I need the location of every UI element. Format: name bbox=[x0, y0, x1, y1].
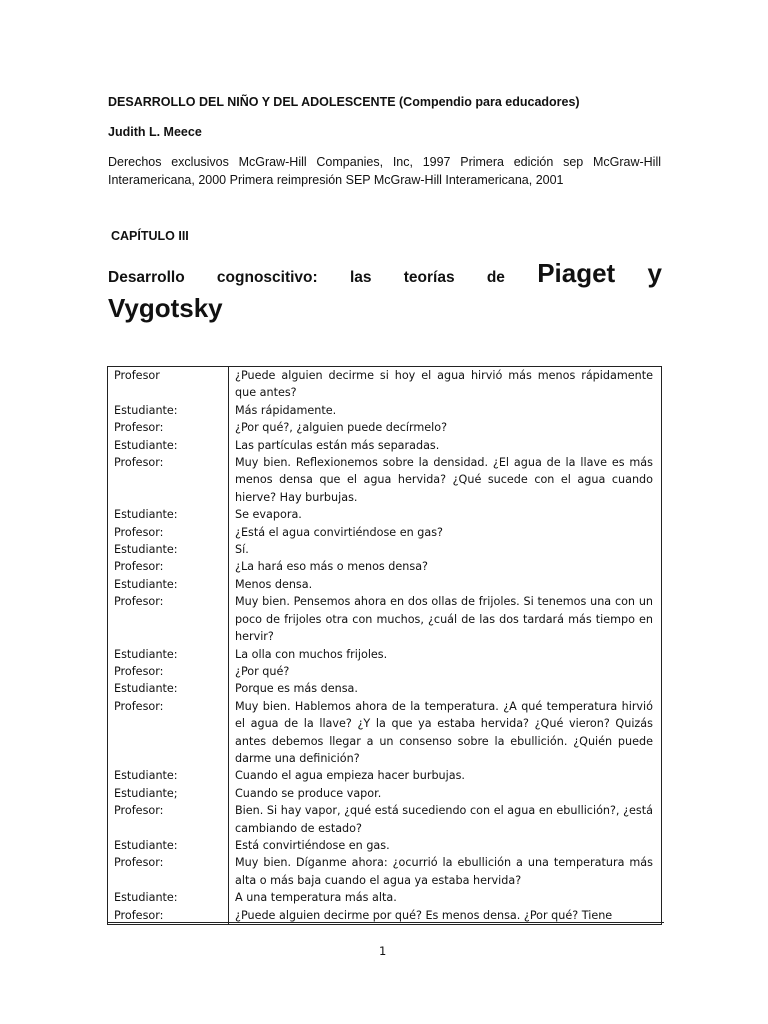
title-word: cognoscitivo: bbox=[216, 269, 318, 286]
dialogue-row bbox=[108, 785, 662, 802]
utterance-cell: ¿Puede alguien decirme por qué? Es menos densa. ¿Por qué? Tiene bbox=[235, 908, 613, 922]
title-word-y: y bbox=[647, 258, 662, 288]
title-word-vygotsky: Vygotsky bbox=[108, 293, 223, 323]
speaker-cell: Profesor: bbox=[108, 907, 229, 925]
page-number: 1 bbox=[379, 944, 387, 958]
speaker-cell: Estudiante: bbox=[108, 767, 229, 784]
speaker-cell: Profesor: bbox=[108, 524, 229, 541]
speaker-cell: Profesor: bbox=[108, 593, 229, 645]
dialogue-row bbox=[108, 437, 662, 454]
speaker-cell: Estudiante: bbox=[108, 402, 229, 419]
dialogue-row bbox=[108, 837, 662, 854]
title-word: de bbox=[486, 269, 505, 286]
speaker-cell: Estudiante; bbox=[108, 785, 229, 802]
utterance-cell: Está convirtiéndose en gas. bbox=[235, 838, 390, 852]
dialogue-row bbox=[108, 680, 662, 697]
utterance-cell: ¿Puede alguien decirme si hoy el agua hirvió más menos rápidamente que antes? bbox=[235, 369, 653, 400]
dialogue-row bbox=[108, 646, 662, 663]
dialogue-row bbox=[108, 402, 662, 419]
dialogue-body bbox=[108, 367, 662, 925]
dialogue-row bbox=[108, 576, 662, 593]
utterance-cell: ¿Por qué?, ¿alguien puede decírmelo? bbox=[235, 421, 448, 435]
chapter-label: CAPÍTULO III bbox=[111, 229, 189, 243]
utterance-cell: Muy bien. Díganme ahora: ¿ocurrió la ebullición a una temperatura más alta o más baja cuando el agua ya estaba hervida? bbox=[235, 856, 653, 887]
utterance-cell: Muy bien. Reflexionemos sobre la densidad. ¿El agua de la llave es más menos densa que el agua hervida? ¿Qué sucede con el agua cuando hierve? Hay burbujas. bbox=[235, 456, 653, 504]
book-title: DESARROLLO DEL NIÑO Y DEL ADOLESCENTE (Compendio para educadores) bbox=[108, 95, 580, 109]
utterance-cell: Sí. bbox=[235, 543, 249, 557]
speaker-cell: Profesor: bbox=[108, 698, 229, 768]
speaker-cell: Estudiante: bbox=[108, 680, 229, 697]
dialogue-row bbox=[108, 854, 662, 889]
speaker-cell: Estudiante: bbox=[108, 541, 229, 558]
utterance-cell: Las partículas están más separadas. bbox=[235, 438, 440, 452]
dialogue-row bbox=[108, 767, 662, 784]
speaker-cell: Profesor: bbox=[108, 854, 229, 889]
speaker-cell: Estudiante: bbox=[108, 837, 229, 854]
speaker-cell: Estudiante: bbox=[108, 576, 229, 593]
speaker-cell: Profesor bbox=[108, 367, 229, 402]
title-word: las bbox=[349, 269, 372, 286]
dialogue-row bbox=[108, 454, 662, 506]
utterance-cell: Muy bien. Hablemos ahora de la temperatura. ¿A qué temperatura hirvió el agua de la llave? ¿Y la que ya estaba hervida? ¿Qué vieron? Quizás antes debemos llegar a un consenso sobre la ebullición. ¿Quién puede darme una definición? bbox=[235, 699, 653, 765]
title-word-piaget: Piaget bbox=[537, 258, 616, 288]
copyright-notice: Derechos exclusivos McGraw-Hill Companies, Inc, 1997 Primera edición sep McGraw-Hill Interamericana, 2000 Primera reimpresión SEP McGraw-Hill Interamericana, 2001 bbox=[108, 155, 661, 187]
utterance-cell: Cuando se produce vapor. bbox=[235, 786, 382, 800]
speaker-cell: Estudiante: bbox=[108, 646, 229, 663]
dialogue-row bbox=[108, 593, 662, 645]
speaker-cell: Estudiante: bbox=[108, 506, 229, 523]
speaker-cell: Profesor: bbox=[108, 802, 229, 837]
dialogue-row bbox=[108, 663, 662, 680]
dialogue-row bbox=[108, 541, 662, 558]
dialogue-row bbox=[108, 889, 662, 906]
dialogue-row bbox=[108, 419, 662, 436]
dialogue-row bbox=[108, 524, 662, 541]
utterance-cell: Muy bien. Pensemos ahora en dos ollas de frijoles. Si tenemos una con un poco de frijoles otra con muchos, ¿cuál de las dos tardará más tiempo en hervir? bbox=[235, 595, 653, 644]
utterance-cell: Porque es más densa. bbox=[235, 682, 358, 696]
utterance-cell: Más rápidamente. bbox=[235, 403, 337, 417]
dialogue-row bbox=[108, 506, 662, 523]
speaker-cell: Profesor: bbox=[108, 558, 229, 575]
dialogue-row bbox=[108, 802, 662, 837]
utterance-cell: Cuando el agua empieza hacer burbujas. bbox=[235, 769, 465, 783]
utterance-cell: ¿Está el agua convirtiéndose en gas? bbox=[235, 525, 443, 539]
speaker-cell: Profesor: bbox=[108, 663, 229, 680]
chapter-title-line-1 bbox=[108, 258, 662, 289]
utterance-cell: La olla con muchos frijoles. bbox=[235, 647, 388, 661]
title-word: Desarrollo bbox=[108, 269, 185, 286]
utterance-cell: Se evapora. bbox=[235, 508, 302, 522]
utterance-cell: Bien. Si hay vapor, ¿qué está sucediendo con el agua en ebullición?, ¿está cambiando de estado? bbox=[235, 804, 653, 835]
utterance-cell: ¿Por qué? bbox=[235, 664, 290, 678]
speaker-cell: Estudiante: bbox=[108, 889, 229, 906]
table-bottom-border bbox=[107, 922, 664, 923]
dialogue-table bbox=[107, 366, 662, 925]
utterance-cell: ¿La hará eso más o menos densa? bbox=[235, 560, 428, 574]
title-word: teorías bbox=[403, 269, 455, 286]
speaker-cell: Profesor: bbox=[108, 419, 229, 436]
utterance-cell: Menos densa. bbox=[235, 577, 313, 591]
dialogue-row bbox=[108, 558, 662, 575]
speaker-cell: Estudiante: bbox=[108, 437, 229, 454]
chapter-title bbox=[108, 258, 662, 324]
utterance-cell: A una temperatura más alta. bbox=[235, 891, 397, 905]
dialogue-row bbox=[108, 698, 662, 768]
author-name: Judith L. Meece bbox=[108, 125, 202, 139]
dialogue-row bbox=[108, 367, 662, 402]
speaker-cell: Profesor: bbox=[108, 454, 229, 506]
